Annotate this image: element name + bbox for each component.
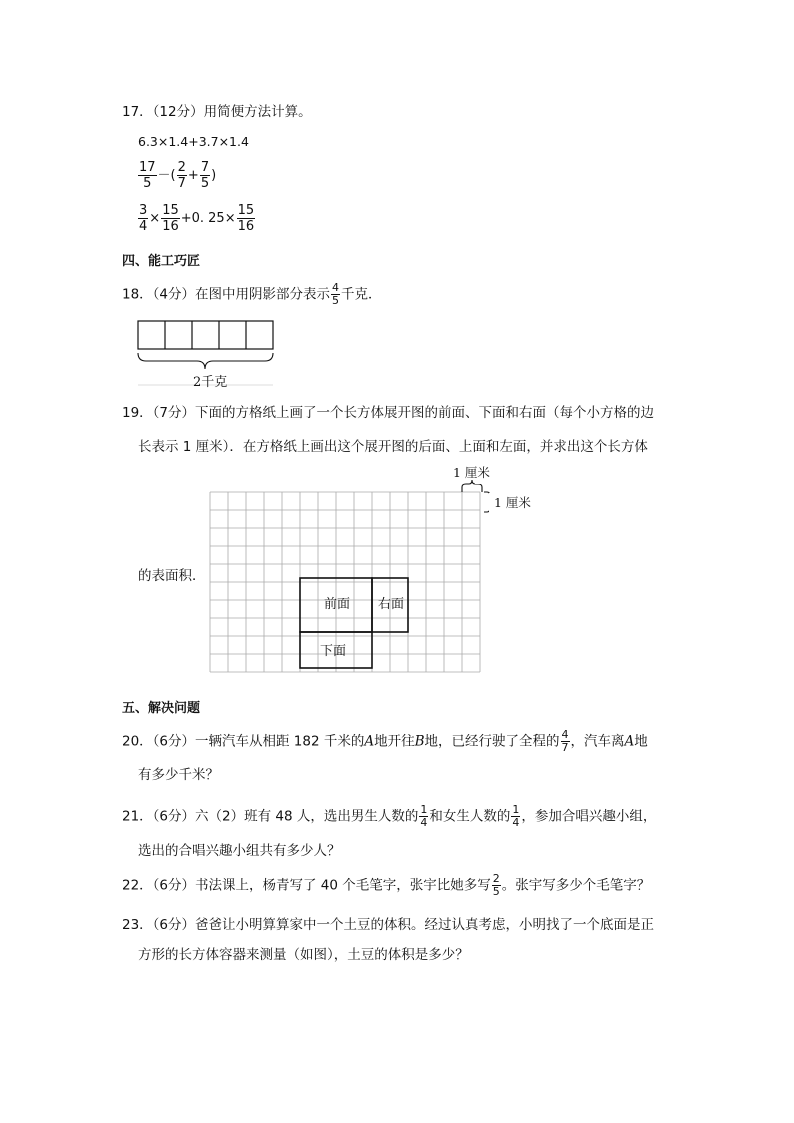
q21-line-1: 21．（6分）六（2）班有 48 人，选出男生人数的 $\frac{1}{4}$ 和女生人数的 $\frac{1}{4}$ ，参加合唱兴趣小组， <box>122 803 657 829</box>
face-label-front: 前面 <box>324 597 351 612</box>
unit-label-side: 1 厘米 <box>494 495 531 510</box>
q23-line-1: 23．（6分）爸爸让小明算算家中一个土豆的体积。经过认真考虑，小明找了一个底面是正 <box>122 917 655 933</box>
q19-line-3: 的表面积． <box>138 568 206 584</box>
q17-expression-1: 6.3×1.4+3.7×1.4 <box>138 134 249 149</box>
q22-text: 22．（6分）书法课上，杨青写了 40 个毛笔字，张宇比她多写 $\frac{2}{5}$ 。张宇写多少个毛笔字？ <box>122 872 651 898</box>
q21-line-2: 选出的合唱兴趣小组共有多少人？ <box>138 843 341 859</box>
q17-expression-3: $\frac{3}{4}$ × $\frac{15}{16}$ +0. 25× $\frac{15}{16}$ <box>139 203 255 234</box>
q20-line-2: 有多少千米？ <box>138 767 219 783</box>
fraction: $\frac{4}{5}$ <box>332 281 340 307</box>
fraction: $\frac{15}{16}$ <box>162 203 179 234</box>
fraction: $\frac{2}{5}$ <box>492 872 500 898</box>
fraction: $\frac{1}{4}$ <box>512 803 520 829</box>
q20-line-1: 20．（6分）一辆汽车从相距 182 千米的A地开往B地，已经行驶了全程的 $\frac{4}{7}$ ，汽车离A地 <box>122 728 648 754</box>
q19-line-2: 长表示 1 厘米）．在方格纸上画出这个展开图的后面、上面和左面，并求出这个长方体 <box>138 439 648 455</box>
fraction: $\frac{1}{4}$ <box>420 803 428 829</box>
brace-label: 2千克 <box>193 375 228 390</box>
fraction: $\frac{15}{16}$ <box>237 203 255 234</box>
section-heading-4: 四、能工巧匠 <box>122 254 201 269</box>
q19-line-1: 19．（7分）下面的方格纸上画了一个长方体展开图的前面、下面和右面（每个小方格的边 <box>122 405 655 421</box>
fraction: $\frac{3}{4}$ <box>139 203 148 234</box>
q17-expression-2: $\frac{17}{5}$ －( $\frac{2}{7}$ + $\frac{7}{5}$ ) <box>139 160 217 191</box>
q18-text: 18．（4分）在图中用阴影部分表示 $\frac{4}{5}$ 千克． <box>122 281 382 307</box>
section-heading-5: 五、解决问题 <box>122 701 201 716</box>
fraction: $\frac{7}{5}$ <box>200 160 210 191</box>
q17-heading: 17．（12分）用简便方法计算。 <box>122 104 312 120</box>
q23-line-2: 方形的长方体容器来测量（如图），土豆的体积是多少？ <box>138 947 469 963</box>
bar-outline <box>138 321 273 349</box>
q19-grid-figure <box>200 460 540 690</box>
fraction: $\frac{17}{5}$ <box>139 160 156 191</box>
brace <box>138 353 273 369</box>
fraction: $\frac{2}{7}$ <box>177 160 186 191</box>
face-label-bottom: 下面 <box>320 644 347 659</box>
fraction: $\frac{4}{7}$ <box>561 728 569 754</box>
face-label-right: 右面 <box>378 597 405 612</box>
unit-label-top: 1 厘米 <box>453 465 490 480</box>
